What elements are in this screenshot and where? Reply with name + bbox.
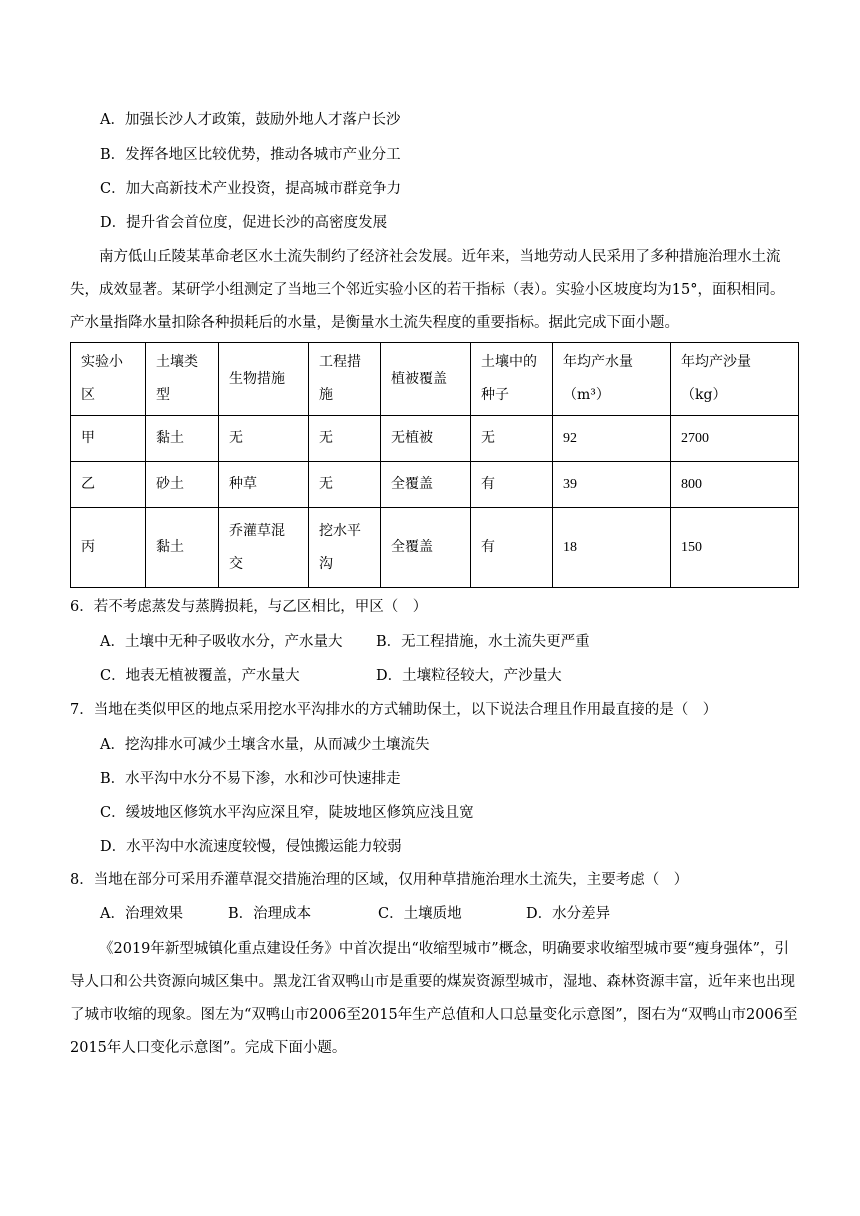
table-header-cell: 实验小区 xyxy=(71,343,146,416)
table-cell: 黏土 xyxy=(146,416,219,462)
table-cell: 800 xyxy=(671,462,799,508)
table-cell: 全覆盖 xyxy=(381,508,471,588)
table-cell: 全覆盖 xyxy=(381,462,471,508)
table-row xyxy=(71,462,799,508)
q7-stem: 7．当地在类似甲区的地点采用挖水平沟排水的方式辅助保土，以下说法合理且作用最直接的是（ ） xyxy=(70,702,718,718)
table-cell: 无 xyxy=(471,416,553,462)
table-cell: 2700 xyxy=(671,416,799,462)
table-header-cell: 植被覆盖 xyxy=(381,343,471,416)
q5-option-b: B．发挥各地区比较优势，推动各城市产业分工 xyxy=(100,147,401,163)
table-cell: 150 xyxy=(671,508,799,588)
q5-option-a: A．加强长沙人才政策，鼓励外地人才落户长沙 xyxy=(100,112,401,128)
passage-shrinking-city: 《2019年新型城镇化重点建设任务》中首次提出“收缩型城市”概念，明确要求收缩型城市要“瘦身强体”，引导人口和公共资源向城区集中。黑龙江省双鸭山市是重要的煤炭资源型城市，湿地、森林资源丰富，近年来也出现了城市收缩的现象。图左为“双鸭山市2006至2015年生产总值和人口总量变化示意图”，图右为“双鸭山市2006至2015年人口变化示意图”。完成下面小题。 xyxy=(70,941,798,1056)
table-cell: 无 xyxy=(309,416,381,462)
table-row xyxy=(71,508,799,588)
q7-option-c: C．缓坡地区修筑水平沟应深且窄，陡坡地区修筑应浅且宽 xyxy=(100,805,474,821)
table-header-cell: 土壤类型 xyxy=(146,343,219,416)
q5-option-c: C．加大高新技术产业投资，提高城市群竞争力 xyxy=(100,181,402,197)
q6-options-row-2 xyxy=(100,666,830,686)
table-header-cell: 年均产水量（m³） xyxy=(553,343,671,416)
table-cell: 乙 xyxy=(71,462,146,508)
q6-option-a: A．土壤中无种子吸收水分，产水量大 xyxy=(100,634,343,650)
table-cell: 黏土 xyxy=(146,508,219,588)
q7-option-a: A．挖沟排水可减少土壤含水量，从而减少土壤流失 xyxy=(100,737,430,753)
table-cell: 有 xyxy=(471,508,553,588)
q6-stem: 6．若不考虑蒸发与蒸腾损耗，与乙区相比，甲区（ ） xyxy=(70,599,428,615)
table-cell: 甲 xyxy=(71,416,146,462)
q8-options-row xyxy=(100,904,830,924)
table-cell: 挖水平沟 xyxy=(309,508,381,588)
q6-option-c: C．地表无植被覆盖，产水量大 xyxy=(100,668,300,684)
q5-option-d: D．提升省会首位度，促进长沙的高密度发展 xyxy=(100,215,388,231)
table-cell: 39 xyxy=(553,462,671,508)
passage-soil-erosion: 南方低山丘陵某革命老区水土流失制约了经济社会发展。近年来，当地劳动人民采用了多种措施治理水土流失，成效显著。某研学小组测定了当地三个邻近实验小区的若干指标（表）。实验小区坡度均为15°，面积相同。产水量指降水量扣除各种损耗后的水量，是衡量水土流失程度的重要指标。据此完成下面小题。 xyxy=(70,249,785,331)
table-row xyxy=(71,416,799,462)
q6-option-d: D．土壤粒径较大，产沙量大 xyxy=(376,668,562,684)
table-cell: 无植被 xyxy=(381,416,471,462)
table-cell: 92 xyxy=(553,416,671,462)
table-header-cell: 工程措施 xyxy=(309,343,381,416)
table-cell: 丙 xyxy=(71,508,146,588)
q7-option-d: D．水平沟中水流速度较慢，侵蚀搬运能力较弱 xyxy=(100,839,402,855)
experiment-table xyxy=(70,342,799,588)
table-header-cell: 年均产沙量（kg） xyxy=(671,343,799,416)
q6-options-row-1 xyxy=(100,632,830,652)
table-header-row xyxy=(71,343,799,416)
table-cell: 种草 xyxy=(219,462,309,508)
table-cell: 18 xyxy=(553,508,671,588)
q8-option-c: C．土壤质地 xyxy=(378,906,462,922)
q7-option-b: B．水平沟中水分不易下渗，水和沙可快速排走 xyxy=(100,771,401,787)
table-cell: 无 xyxy=(309,462,381,508)
q8-option-b: B．治理成本 xyxy=(228,906,312,922)
table-cell: 乔灌草混交 xyxy=(219,508,309,588)
table-cell: 砂土 xyxy=(146,462,219,508)
table-cell: 有 xyxy=(471,462,553,508)
q6-option-b: B．无工程措施，水土流失更严重 xyxy=(376,634,590,650)
q8-stem: 8．当地在部分可采用乔灌草混交措施治理的区域，仅用种草措施治理水土流失，主要考虑（ ） xyxy=(70,872,689,888)
q8-option-d: D．水分差异 xyxy=(526,906,611,922)
table-header-cell: 生物措施 xyxy=(219,343,309,416)
table-header-cell: 土壤中的种子 xyxy=(471,343,553,416)
q8-option-a: A．治理效果 xyxy=(100,906,183,922)
table-cell: 无 xyxy=(219,416,309,462)
